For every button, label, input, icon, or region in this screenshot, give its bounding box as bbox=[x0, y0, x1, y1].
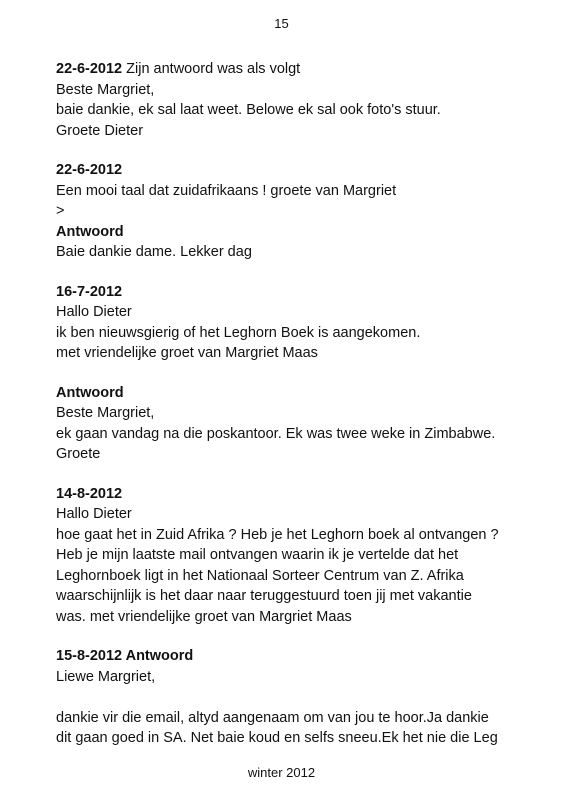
entry-2012-06-22-first bbox=[56, 59, 546, 141]
answer-heading: 15-8-2012 Antwoord bbox=[56, 648, 194, 664]
entry-date: 22-6-2012 bbox=[56, 162, 123, 178]
answer-heading: Antwoord bbox=[56, 384, 124, 401]
text-line: > bbox=[56, 203, 65, 219]
entry-2012-08-14 bbox=[56, 484, 546, 628]
text-line: was. met vriendelijke groet van Margriet Maas bbox=[56, 608, 352, 625]
text-line: Heb je mijn laatste mail ontvangen waarin ik je vertelde dat het bbox=[56, 547, 459, 563]
entry-2012-07-16 bbox=[56, 282, 546, 364]
text-line: waarschijnlijk is het daar naar teruggestuurd toen jij met vakantie bbox=[56, 588, 472, 604]
entry-header-line bbox=[56, 59, 546, 80]
text-line: ek gaan vandag na die poskantoor. Ek was twee weke in Zimbabwe. bbox=[56, 425, 496, 442]
text-line: Hallo Dieter bbox=[56, 506, 132, 522]
entry-answer bbox=[56, 383, 546, 465]
text-line: Beste Margriet, bbox=[56, 405, 155, 421]
text-line: Een mooi taal dat zuidafrikaans ! groete van Margriet bbox=[56, 182, 397, 199]
entry-intro: Zijn antwoord was als volgt bbox=[122, 61, 301, 77]
page-footer: winter 2012 bbox=[247, 765, 316, 780]
text-line: Groete Dieter bbox=[56, 122, 144, 139]
entry-date: 22-6-2012 bbox=[56, 61, 123, 77]
entry-date: 16-7-2012 bbox=[56, 283, 123, 300]
entry-2012-06-22-second bbox=[56, 160, 546, 263]
entry-2012-08-15-answer bbox=[56, 646, 546, 749]
text-line: met vriendelijke groet van Margriet Maas bbox=[56, 345, 318, 361]
entry-date: 14-8-2012 bbox=[56, 485, 123, 502]
text-line: Baie dankie dame. Lekker dag bbox=[56, 244, 252, 260]
letter-body bbox=[56, 59, 546, 768]
text-line: ik ben nieuwsgierig of het Leghorn Boek is aangekomen. bbox=[56, 324, 421, 341]
text-line: Liewe Margriet, bbox=[56, 668, 156, 685]
text-line: dit gaan goed in SA. Net baie koud en selfs sneeu.Ek het nie die Leg bbox=[56, 730, 498, 746]
text-line: Beste Margriet, bbox=[56, 81, 155, 98]
text-line: hoe gaat het in Zuid Afrika ? Heb je het Leghorn boek al ontvangen ? bbox=[56, 526, 499, 543]
text-line: Groete bbox=[56, 446, 101, 462]
text-line: Hallo Dieter bbox=[56, 304, 132, 320]
page-number: 15 bbox=[274, 16, 289, 31]
text-line: Leghornboek ligt in het Nationaal Sorteer Centrum van Z. Afrika bbox=[56, 567, 464, 584]
blank-line bbox=[56, 687, 546, 708]
answer-heading: Antwoord bbox=[56, 223, 124, 240]
text-line: baie dankie, ek sal laat weet. Belowe ek sal ook foto's stuur. bbox=[56, 102, 441, 118]
text-line: dankie vir die email, altyd aangenaam om van jou te hoor.Ja dankie bbox=[56, 709, 489, 726]
